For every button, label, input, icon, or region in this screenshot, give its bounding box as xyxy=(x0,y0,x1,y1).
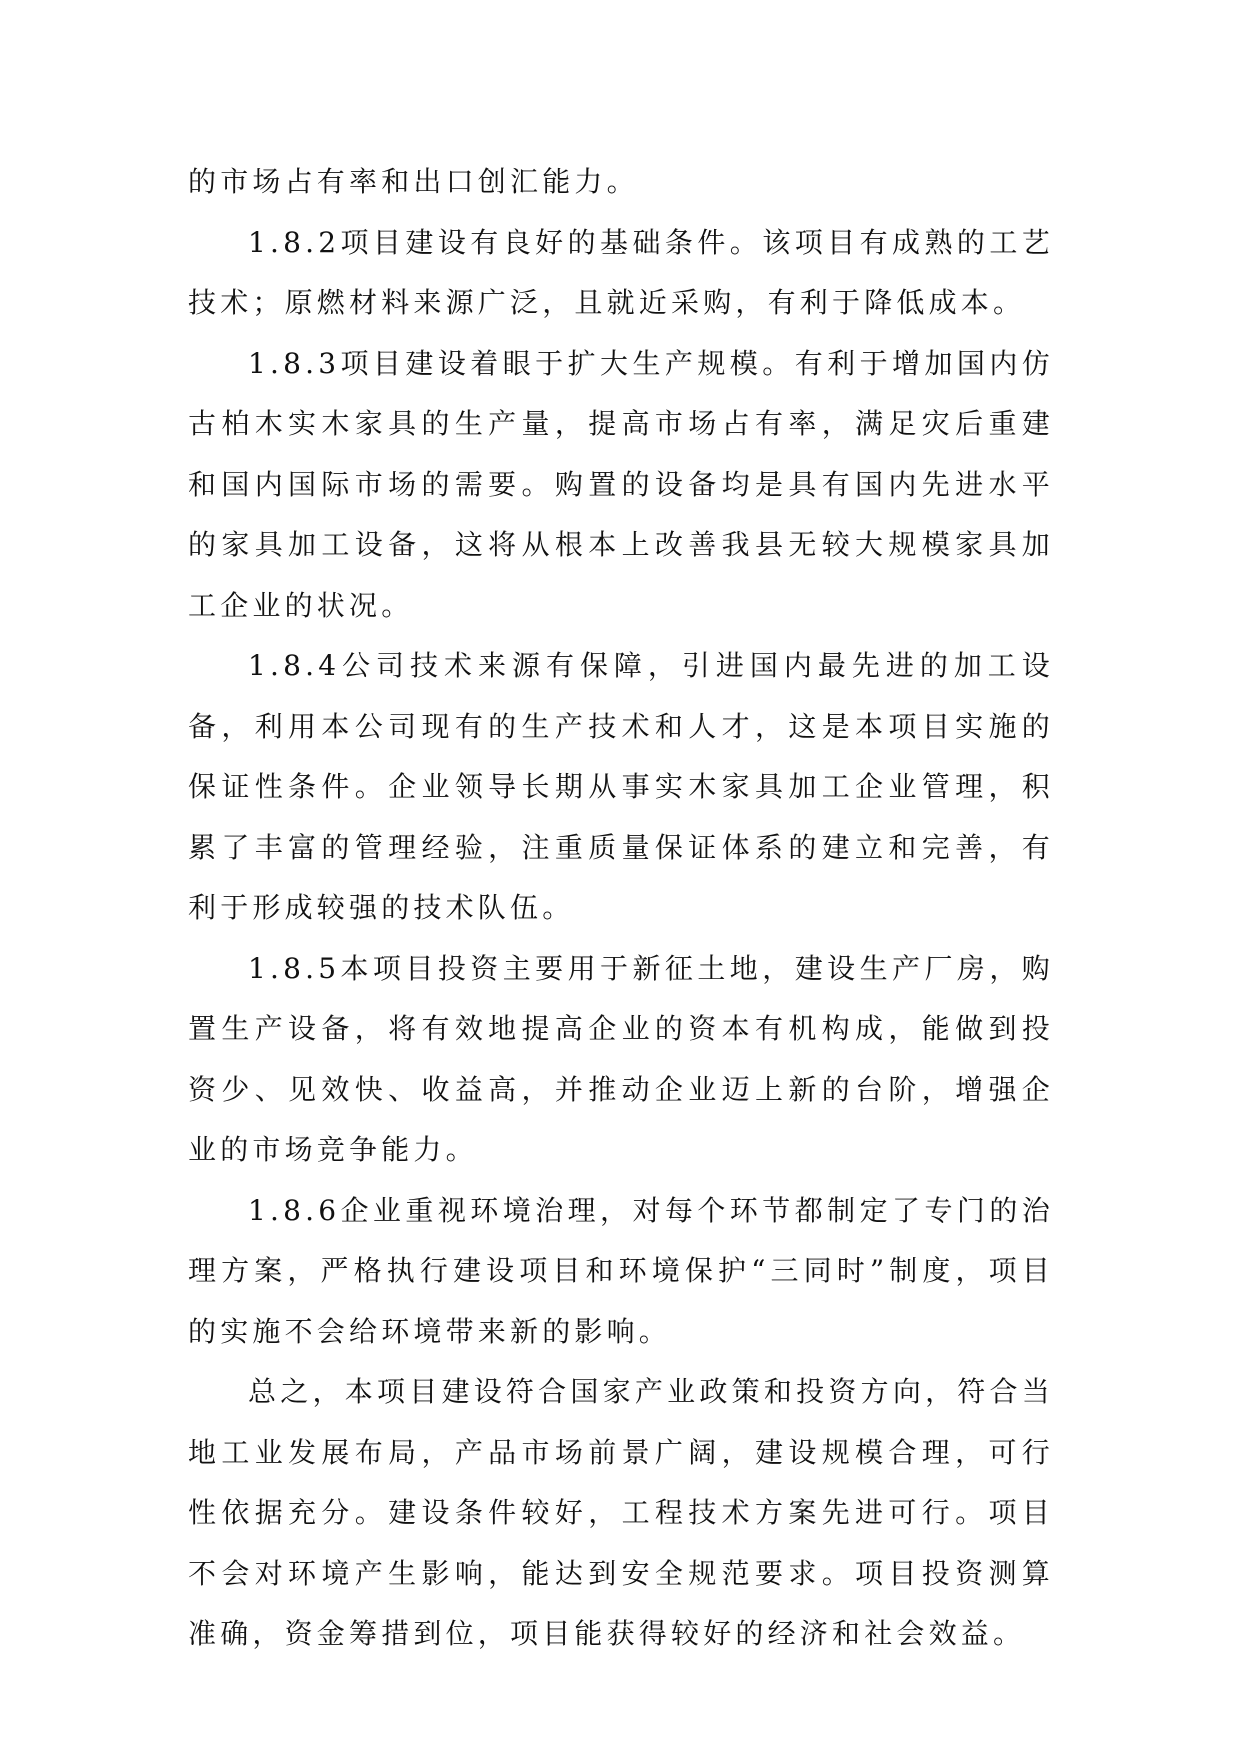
paragraph-1-8-3: 1.8.3项目建设着眼于扩大生产规模。有利于增加国内仿古柏木实木家具的生产量，提高市场占有率，满足灾后重建和国内国际市场的需要。购置的设备均是具有国内先进水平的家具加工设备，这将从根本上改善我县无较大规模家具加工企业的状况。 xyxy=(188,346,1054,622)
paragraph-summary: 总之，本项目建设符合国家产业政策和投资方向，符合当地工业发展布局，产品市场前景广阔，建设规模合理，可行性依据充分。建设条件较好，工程技术方案先进可行。项目不会对环境产生影响，能达到安全规范要求。项目投资测算准确，资金筹措到位，项目能获得较好的经济和社会效益。 xyxy=(188,1375,1054,1650)
paragraph-1-8-6: 1.8.6企业重视环境治理，对每个环节都制定了专门的治理方案，严格执行建设项目和环境保护“三同时”制度，项目的实施不会给环境带来新的影响。 xyxy=(188,1193,1054,1348)
document-body xyxy=(188,152,1054,1665)
paragraph-1-8-2: 1.8.2项目建设有良好的基础条件。该项目有成熟的工艺技术；原燃材料来源广泛，且就近采购，有利于降低成本。 xyxy=(188,225,1054,319)
paragraph-1-8-5: 1.8.5本项目投资主要用于新征土地，建设生产厂房，购置生产设备，将有效地提高企业的资本有机构成，能做到投资少、见效快、收益高，并推动企业迈上新的台阶，增强企业的市场竞争能力。 xyxy=(188,951,1054,1166)
paragraph-continuation: 的市场占有率和出口创汇能力。 xyxy=(188,165,639,198)
paragraph-1-8-4: 1.8.4公司技术来源有保障，引进国内最先进的加工设备，利用本公司现有的生产技术和人才，这是本项目实施的保证性条件。企业领导长期从事实木家具加工企业管理，积累了丰富的管理经验，注重质量保证体系的建立和完善，有利于形成较强的技术队伍。 xyxy=(188,649,1054,924)
